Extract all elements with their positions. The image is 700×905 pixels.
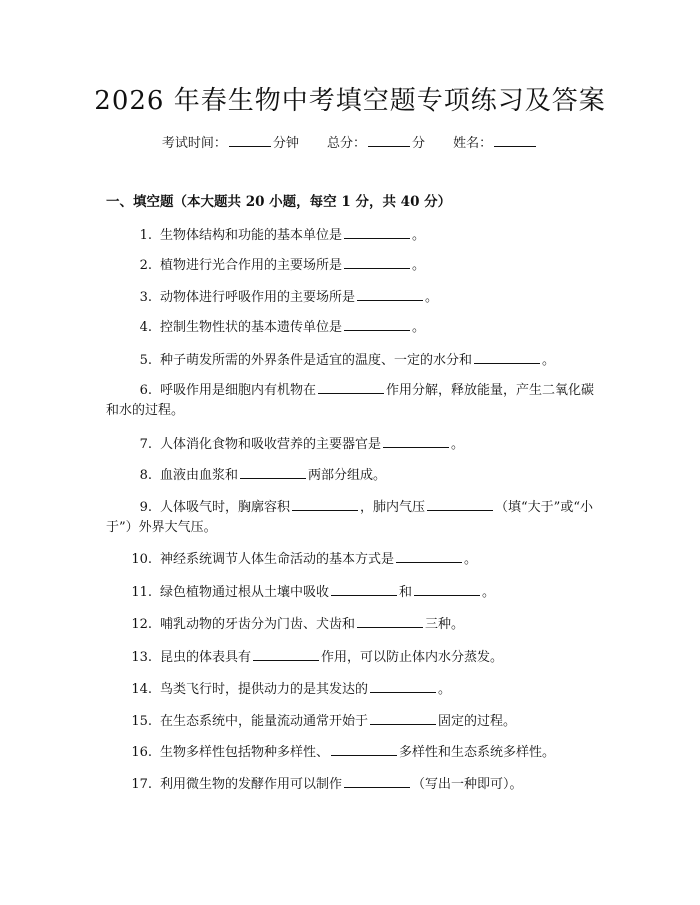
question-text: 固定的过程。 — [438, 714, 517, 729]
question-number: 15. — [131, 714, 152, 729]
question-item — [106, 712, 606, 732]
question-text: 三种。 — [425, 617, 465, 632]
question-text: 。 — [451, 437, 465, 452]
time-blank — [229, 145, 271, 147]
score-unit: 分 — [412, 136, 426, 151]
question-item — [106, 318, 606, 338]
question-number: 16. — [131, 745, 152, 760]
question-number: 11. — [131, 585, 152, 600]
question-text: 在生态系统中，能量流动通常开始于 — [160, 714, 369, 729]
question-item — [106, 381, 606, 421]
score-field — [327, 132, 425, 151]
answer-blank[interactable] — [344, 237, 410, 239]
answer-blank[interactable] — [240, 477, 306, 479]
question-text: 作用，可以防止体内水分蒸发。 — [321, 650, 504, 665]
question-text: 。 — [464, 552, 478, 567]
answer-blank[interactable] — [344, 267, 410, 269]
question-text: 血液由血浆和 — [160, 468, 239, 483]
time-unit: 分钟 — [272, 136, 299, 151]
question-item — [106, 680, 606, 700]
question-text: （写出一种即可）。 — [412, 777, 523, 792]
question-text: 。 — [412, 228, 426, 243]
question-number: 7. — [139, 437, 152, 452]
question-text: 利用微生物的发酵作用可以制作 — [160, 777, 343, 792]
exam-meta — [0, 132, 700, 151]
score-blank — [368, 145, 410, 147]
answer-blank[interactable] — [253, 659, 319, 661]
answer-blank[interactable] — [383, 446, 449, 448]
question-text: 和 — [399, 585, 413, 600]
question-item — [106, 583, 606, 603]
answer-blank[interactable] — [474, 362, 540, 364]
answer-blank[interactable] — [414, 594, 480, 596]
question-text: 控制生物性状的基本遗传单位是 — [160, 320, 343, 335]
question-text: 生物体结构和功能的基本单位是 — [160, 228, 343, 243]
question-number: 1. — [139, 228, 152, 243]
question-text: 。 — [542, 353, 556, 368]
question-number: 10. — [131, 552, 152, 567]
answer-blank[interactable] — [344, 329, 410, 331]
section-heading: 一、填空题（本大题共 20 小题，每空 1 分，共 40 分） — [106, 194, 452, 210]
question-item — [106, 256, 606, 276]
question-number: 5. — [139, 353, 152, 368]
question-text: （填“大于”或“小于”）外界大气压。 — [106, 500, 593, 535]
answer-blank[interactable] — [370, 723, 436, 725]
question-number: 6. — [139, 383, 152, 398]
question-item — [106, 743, 606, 763]
question-text: 鸟类飞行时，提供动力的是其发达的 — [160, 682, 369, 697]
time-label: 考试时间： — [161, 136, 227, 151]
answer-blank[interactable] — [331, 754, 397, 756]
question-text: 呼吸作用是细胞内有机物在 — [160, 383, 317, 398]
question-text: 昆虫的体表具有 — [160, 650, 252, 665]
question-number: 8. — [139, 468, 152, 483]
time-field — [162, 132, 299, 151]
answer-blank[interactable] — [331, 594, 397, 596]
name-field — [453, 132, 538, 151]
question-text: 人体消化食物和吸收营养的主要器官是 — [160, 437, 382, 452]
question-text: 。 — [412, 258, 426, 273]
question-item — [106, 288, 606, 308]
question-text: 。 — [425, 290, 439, 305]
question-item — [106, 648, 606, 668]
question-text: ，肺内气压 — [360, 500, 426, 515]
question-text: 哺乳动物的牙齿分为门齿、犬齿和 — [160, 617, 356, 632]
name-blank — [494, 145, 536, 147]
question-text: 种子萌发所需的外界条件是适宜的温度、一定的水分和 — [160, 353, 473, 368]
question-text: 。 — [438, 682, 452, 697]
question-item — [106, 435, 606, 455]
question-number: 14. — [131, 682, 152, 697]
question-number: 9. — [139, 500, 152, 515]
question-text: 植物进行光合作用的主要场所是 — [160, 258, 343, 273]
question-text: 。 — [482, 585, 496, 600]
question-text: 两部分组成。 — [308, 468, 387, 483]
answer-blank[interactable] — [396, 561, 462, 563]
question-text: 神经系统调节人体生命活动的基本方式是 — [160, 552, 395, 567]
page-title: 2026 年春生物中考填空题专项练习及答案 — [94, 86, 606, 116]
question-item — [106, 498, 606, 538]
question-text: 作用分解，释放能量，产生二氧化碳和水的过程。 — [106, 383, 595, 418]
answer-blank[interactable] — [344, 786, 410, 788]
question-text: 。 — [412, 320, 426, 335]
question-number: 4. — [139, 320, 152, 335]
question-item — [106, 466, 606, 486]
answer-blank[interactable] — [357, 626, 423, 628]
question-item — [106, 550, 606, 570]
question-number: 12. — [131, 617, 152, 632]
question-number: 17. — [131, 777, 152, 792]
question-item — [106, 615, 606, 635]
question-number: 13. — [131, 650, 152, 665]
question-item — [106, 775, 606, 795]
answer-blank[interactable] — [318, 392, 384, 394]
question-text: 生物多样性包括物种多样性、 — [160, 745, 330, 760]
answer-blank[interactable] — [292, 509, 358, 511]
question-text: 绿色植物通过根从土壤中吸收 — [160, 585, 330, 600]
score-label: 总分： — [326, 136, 366, 151]
answer-blank[interactable] — [357, 299, 423, 301]
question-item — [106, 351, 606, 371]
question-number: 3. — [139, 290, 152, 305]
question-text: 多样性和生态系统多样性。 — [399, 745, 556, 760]
question-text: 动物体进行呼吸作用的主要场所是 — [160, 290, 356, 305]
answer-blank[interactable] — [427, 509, 493, 511]
question-text: 人体吸气时，胸廓容积 — [160, 500, 291, 515]
name-label: 姓名： — [453, 136, 493, 151]
question-number: 2. — [139, 258, 152, 273]
question-item — [106, 226, 606, 246]
answer-blank[interactable] — [370, 691, 436, 693]
